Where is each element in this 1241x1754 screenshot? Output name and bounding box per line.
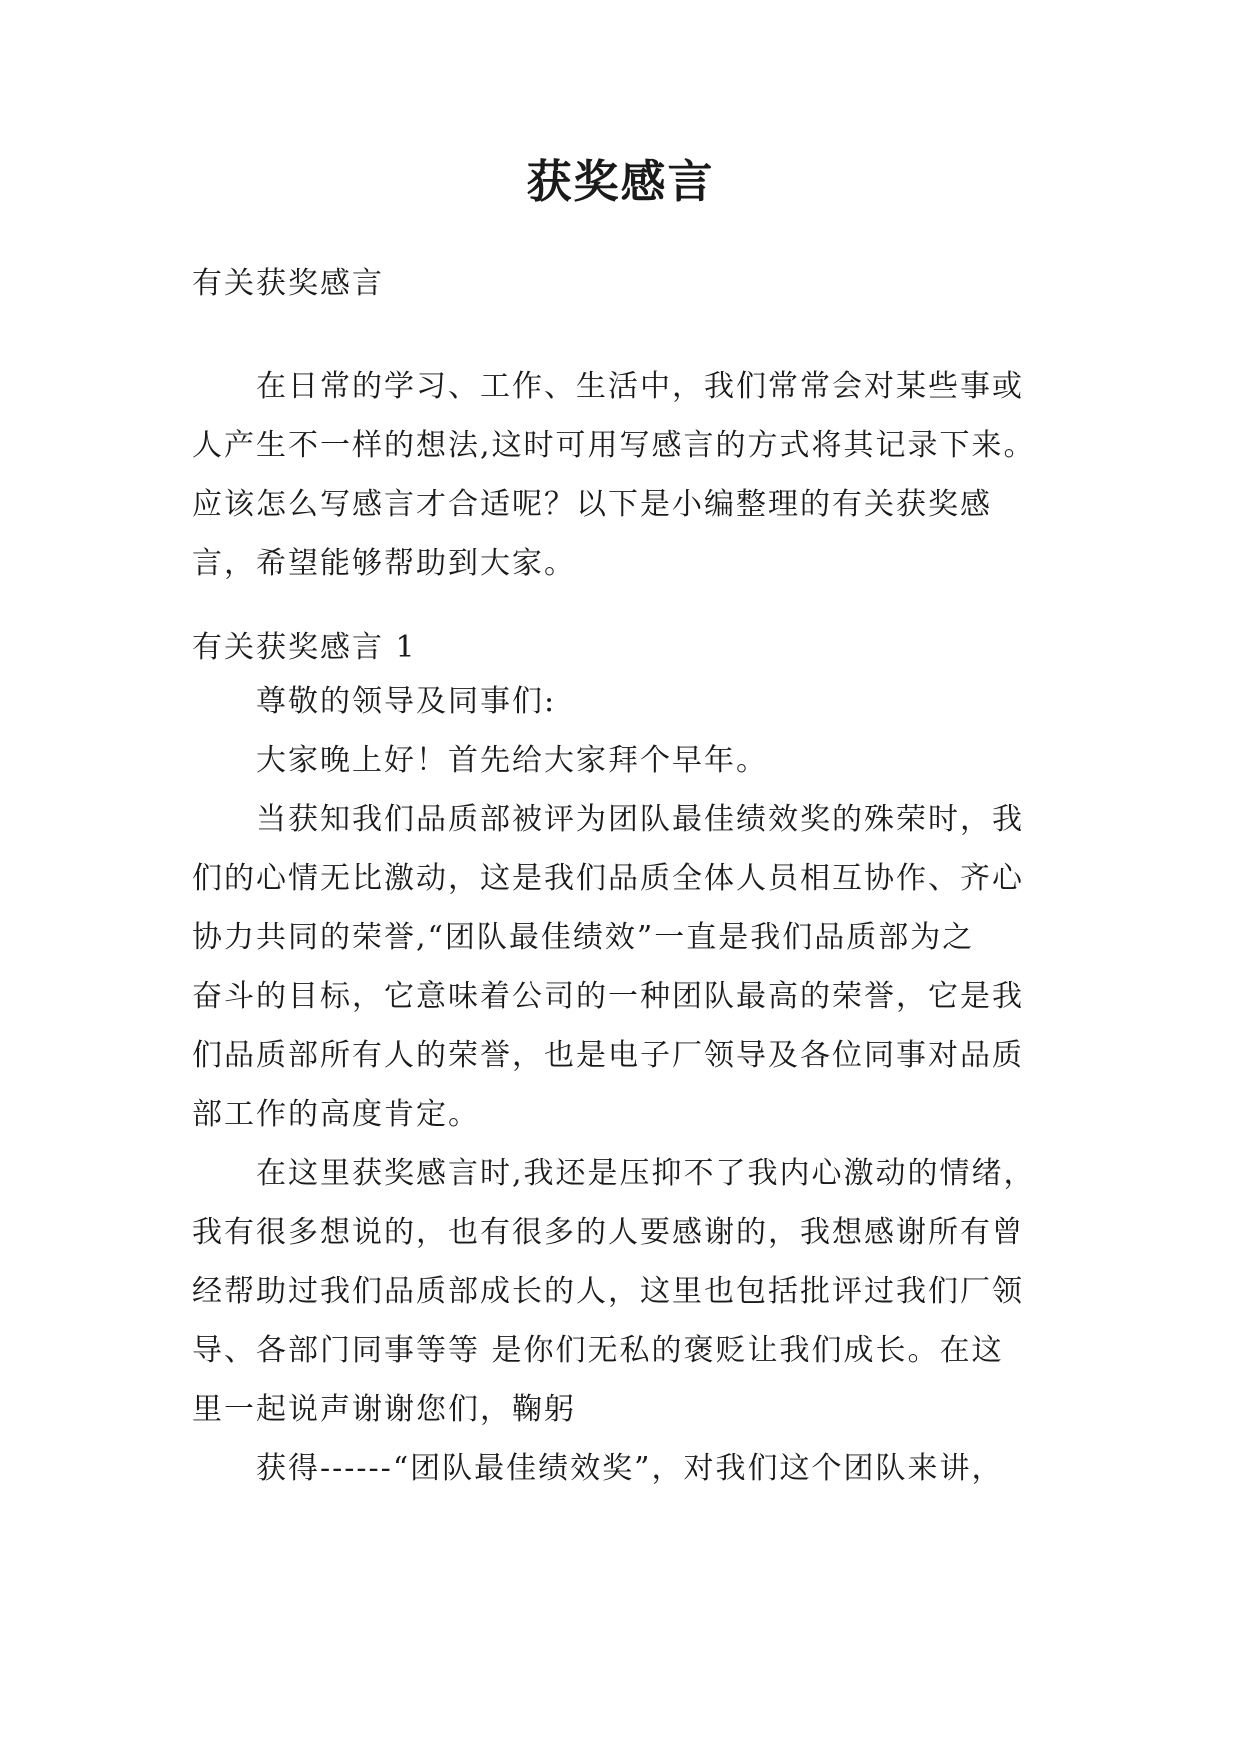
section-line: 部工作的高度肯定。 xyxy=(192,1097,480,1132)
section-line: 里一起说声谢谢您们，鞠躬 xyxy=(192,1392,576,1427)
intro-paragraph xyxy=(192,357,1054,593)
section-line: 在这里获奖感言时,我还是压抑不了我内心激动的情绪， xyxy=(192,1156,1036,1191)
section-line: 获得------“团队最佳绩效奖”，对我们这个团队来讲， xyxy=(192,1451,1004,1486)
section-heading: 有关获奖感言 1 xyxy=(192,630,417,665)
intro-line: 应该怎么写感言才合适呢？以下是小编整理的有关获奖感 xyxy=(192,487,992,522)
section-body xyxy=(192,672,1054,1498)
intro-line: 在日常的学习、工作、生活中，我们常常会对某些事或 xyxy=(192,369,1024,404)
section-line: 导、各部门同事等等 是你们无私的褒贬让我们成长。在这 xyxy=(192,1333,1004,1368)
section-line: 尊敬的领导及同事们: xyxy=(192,684,557,719)
document-title: 获奖感言 xyxy=(526,155,715,208)
intro-line: 言，希望能够帮助到大家。 xyxy=(192,546,576,581)
section-line: 奋斗的目标，它意味着公司的一种团队最高的荣誉，它是我 xyxy=(192,979,1024,1014)
section-line: 们品质部所有人的荣誉，也是电子厂领导及各位同事对品质 xyxy=(192,1038,1024,1073)
section-line: 们的心情无比激动，这是我们品质全体人员相互协作、齐心 xyxy=(192,861,1024,896)
section-line: 经帮助过我们品质部成长的人，这里也包括批评过我们厂领 xyxy=(192,1274,1024,1309)
section-line: 当获知我们品质部被评为团队最佳绩效奖的殊荣时，我 xyxy=(192,802,1024,837)
section-line: 大家晚上好！首先给大家拜个早年。 xyxy=(192,743,768,778)
section-line: 我有很多想说的，也有很多的人要感谢的，我想感谢所有曾 xyxy=(192,1215,1024,1250)
document-subtitle: 有关获奖感言 xyxy=(192,266,384,301)
section-line: 协力共同的荣誉,“团队最佳绩效”一直是我们品质部为之 xyxy=(192,920,975,955)
intro-line: 人产生不一样的想法,这时可用写感言的方式将其记录下来。 xyxy=(192,428,1036,463)
